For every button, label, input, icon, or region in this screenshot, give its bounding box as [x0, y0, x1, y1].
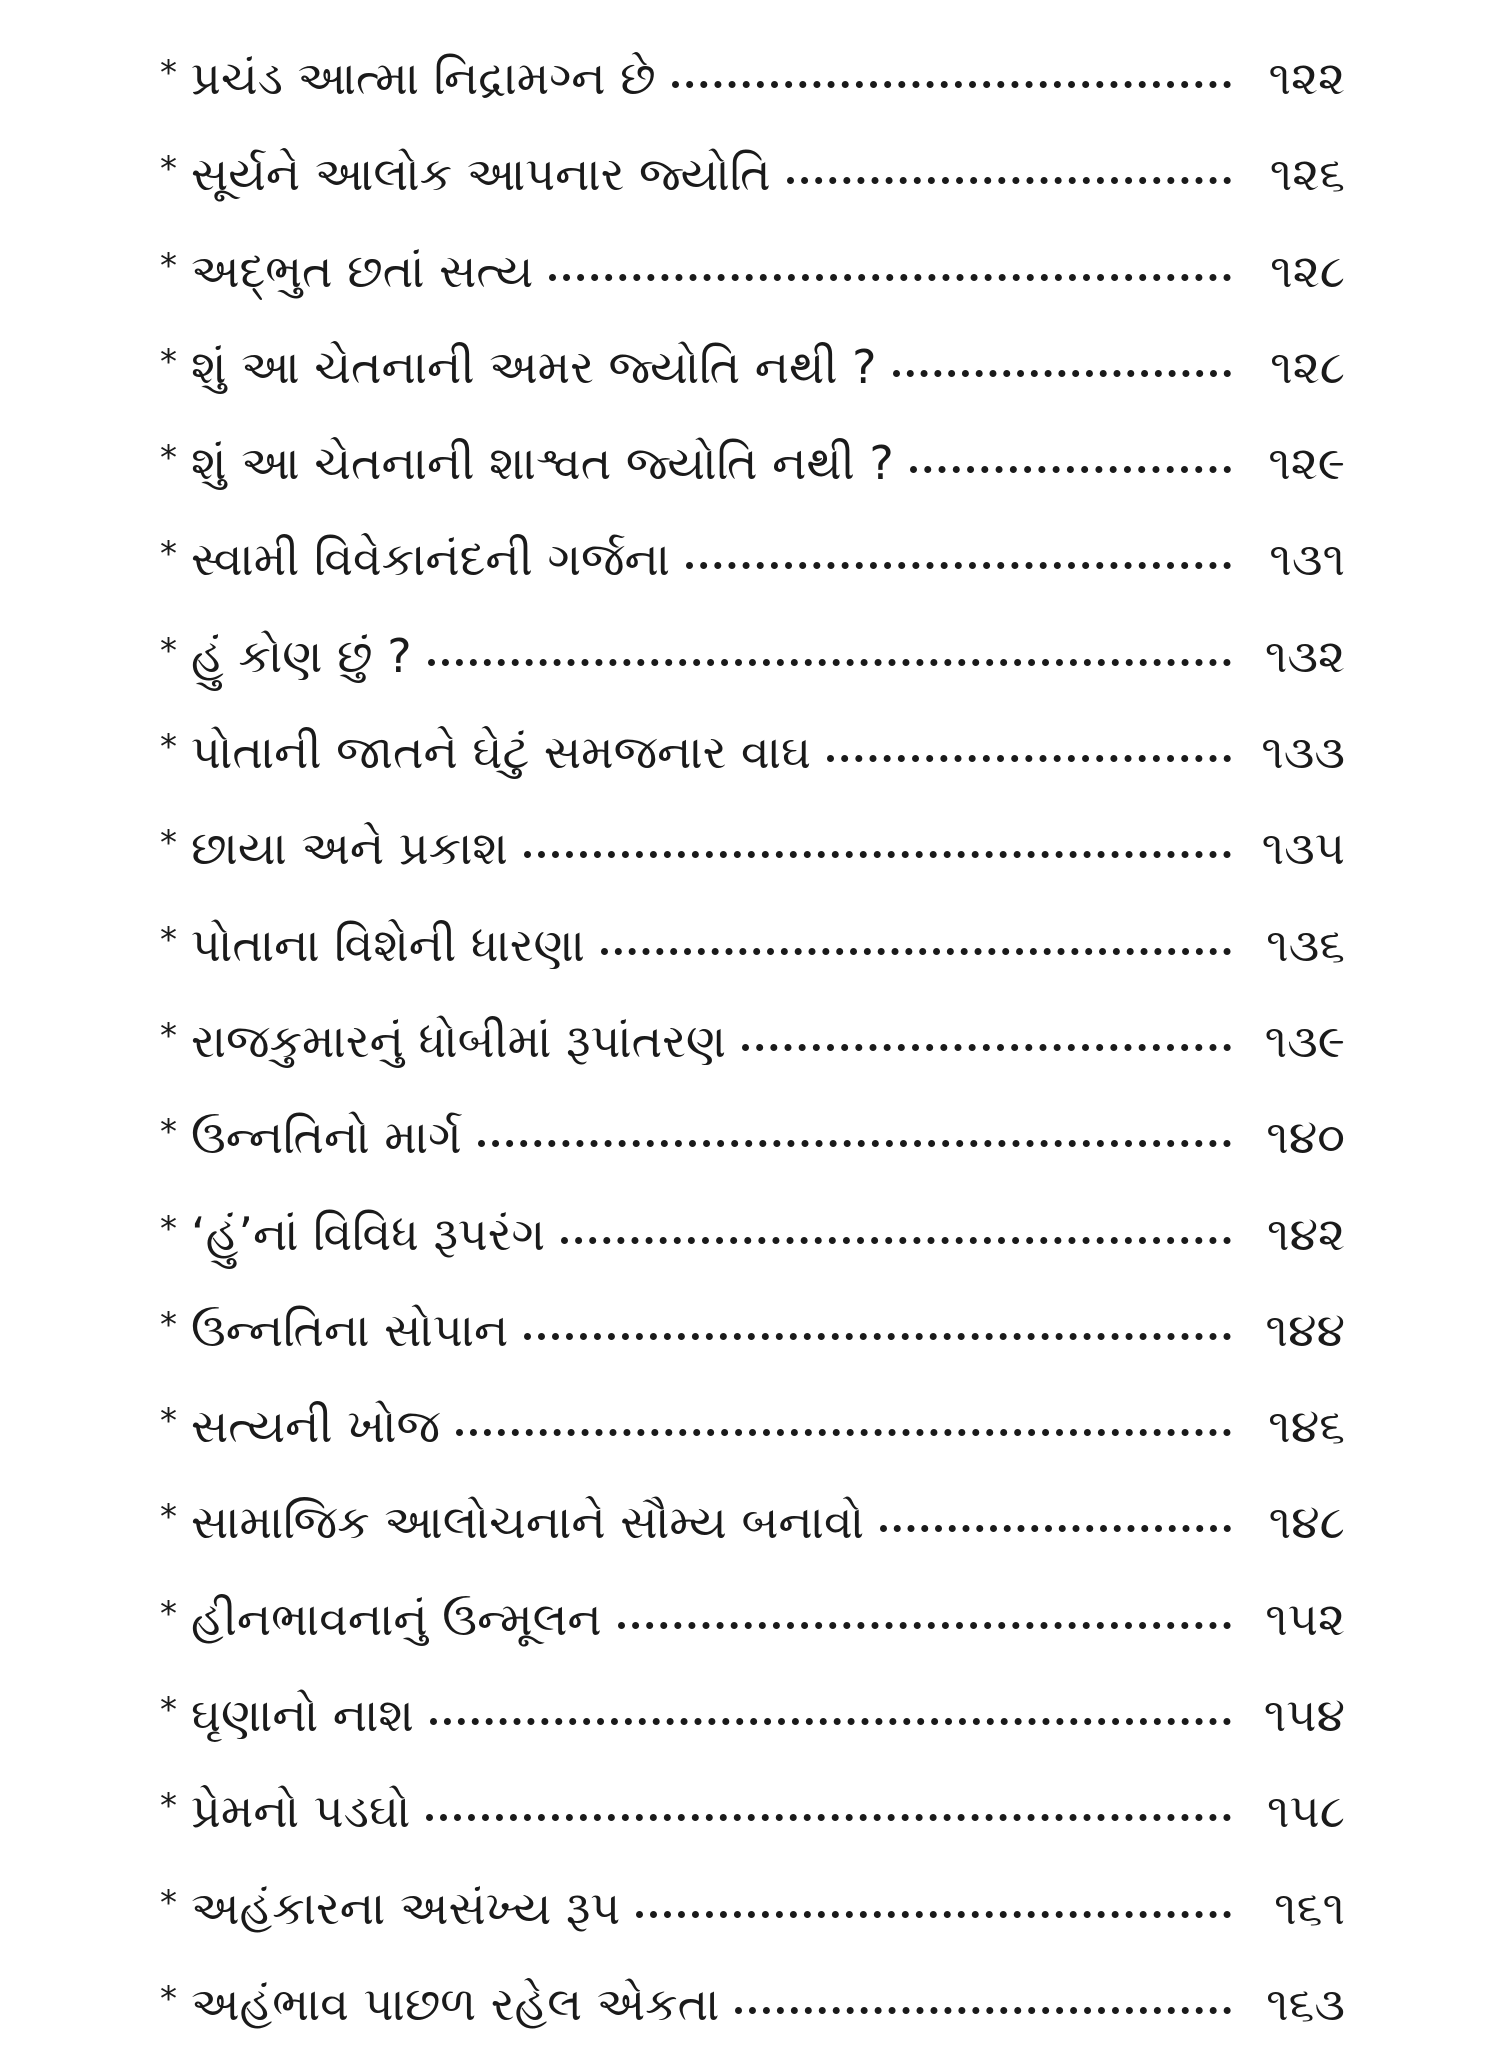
toc-entry	[160, 704, 1345, 800]
toc-entry	[160, 897, 1345, 993]
dot-leader	[672, 81, 1231, 88]
page-number: ૧૩૧	[1269, 532, 1345, 587]
entry-title: શું આ ચેતનાની અમર જ્યોતિ નથી ?	[191, 339, 877, 394]
entry-title: હું કોણ છું ?	[191, 628, 412, 683]
toc-entry	[160, 1763, 1345, 1859]
toc-entry	[160, 1474, 1345, 1570]
dot-leader	[880, 1525, 1231, 1532]
page-number: ૧૩૩	[1261, 725, 1345, 780]
page-number: ૧૨૮	[1270, 243, 1345, 298]
toc-entry	[160, 1956, 1345, 2052]
bullet-asterisk: *	[160, 919, 177, 960]
dot-leader	[636, 1911, 1231, 1918]
entry-title: અહંકારના અસંખ્ય રૂપ	[191, 1880, 621, 1935]
dot-leader	[430, 1718, 1231, 1725]
dot-leader	[742, 1044, 1231, 1051]
page-number: ૧૫૮	[1266, 1784, 1345, 1839]
toc-entry	[160, 1667, 1345, 1763]
entry-title: સૂર્યને આલોક આપનાર જ્યોતિ	[191, 147, 771, 202]
page-number: ૧૨૯	[1268, 436, 1345, 491]
page-number: ૧૩૫	[1261, 821, 1345, 876]
bullet-asterisk: *	[160, 1690, 177, 1731]
page-number: ૧૪૨	[1266, 1206, 1345, 1261]
dot-leader	[827, 755, 1231, 762]
entry-title: સ્વામી વિવેકાનંદની ગર્જના	[191, 532, 671, 587]
bullet-asterisk: *	[160, 149, 177, 190]
bullet-asterisk: *	[160, 1112, 177, 1153]
toc-entry	[160, 1186, 1345, 1282]
dot-leader	[893, 370, 1231, 377]
bullet-asterisk: *	[160, 1978, 177, 2019]
page-number: ૧૩૯	[1264, 1013, 1345, 1068]
toc-entry	[160, 800, 1345, 896]
bullet-asterisk: *	[160, 823, 177, 864]
toc-entry	[160, 511, 1345, 607]
bullet-asterisk: *	[160, 438, 177, 479]
entry-title: અદ્ભુત છતાં સત્ય	[191, 243, 534, 298]
toc-entry	[160, 126, 1345, 222]
dot-leader	[910, 466, 1231, 473]
bullet-asterisk: *	[160, 53, 177, 93]
entry-title: રાજકુમારનું ધોબીમાં રૂપાંતરણ	[191, 1013, 727, 1068]
page-number: ૧૫૨	[1265, 1591, 1345, 1646]
page-number: ૧૪૪	[1265, 1302, 1345, 1357]
page-number: ૧૨૮	[1270, 339, 1345, 394]
bullet-asterisk: *	[160, 1786, 177, 1827]
page-number: ૧૪૬	[1268, 1399, 1345, 1454]
toc-entry	[160, 319, 1345, 415]
toc-entry	[160, 1860, 1345, 1956]
page-number: ૧૪૦	[1266, 1110, 1345, 1165]
page-number: ૧૪૮	[1268, 1495, 1345, 1550]
entry-title: છાયા અને પ્રકાશ	[191, 821, 508, 876]
entry-title: ઉન્નતિના સોપાન	[191, 1302, 509, 1357]
toc-entry	[160, 1378, 1345, 1474]
entry-title: ઉન્નતિનો માર્ગ	[191, 1110, 462, 1165]
dot-leader	[735, 2007, 1231, 2014]
bullet-asterisk: *	[160, 1015, 177, 1056]
toc-entry	[160, 1571, 1345, 1667]
dot-leader	[478, 1140, 1231, 1147]
dot-leader	[618, 1622, 1231, 1629]
entry-title: શું આ ચેતનાની શાશ્વત જ્યોતિ નથી ?	[191, 436, 894, 491]
page-number: ૧૨૨	[1268, 51, 1345, 105]
toc-entry	[160, 30, 1345, 126]
toc-entry	[160, 223, 1345, 319]
bullet-asterisk: *	[160, 1304, 177, 1345]
dot-leader	[601, 948, 1231, 955]
dot-leader	[524, 1333, 1231, 1340]
entry-title: સત્યની ખોજ	[191, 1399, 441, 1454]
entry-title: પ્રચંડ આત્મા નિદ્રામગ્ન છે	[191, 51, 656, 105]
entry-title: પોતાની જાતને ઘેટું સમજનાર વાઘ	[191, 725, 812, 780]
dot-leader	[549, 274, 1231, 281]
bullet-asterisk: *	[160, 1882, 177, 1923]
entry-title: ‘હું’નાં વિવિધ રૂપરંગ	[191, 1206, 546, 1261]
page-number: ૧૩૨	[1264, 628, 1345, 683]
dot-leader	[524, 851, 1231, 858]
bullet-asterisk: *	[160, 341, 177, 382]
bullet-asterisk: *	[160, 1208, 177, 1249]
dot-leader	[426, 1814, 1231, 1821]
toc-entry	[160, 1282, 1345, 1378]
entry-title: સામાજિક આલોચનાને સૌમ્ય બનાવો	[191, 1495, 865, 1550]
toc-entry	[160, 608, 1345, 704]
entry-title: અહંભાવ પાછળ રહેલ એકતા	[191, 1976, 720, 2031]
toc-entry	[160, 1089, 1345, 1185]
page-number: ૧૬૧	[1274, 1880, 1345, 1935]
page-number: ૧૩૬	[1266, 917, 1345, 972]
table-of-contents	[160, 30, 1345, 2052]
bullet-asterisk: *	[160, 1401, 177, 1442]
entry-title: પ્રેમનો પડઘો	[191, 1784, 411, 1839]
entry-title: હીનભાવનાનું ઉન્મૂલન	[191, 1591, 602, 1646]
dot-leader	[787, 177, 1231, 184]
page-number: ૧૫૪	[1263, 1688, 1345, 1743]
toc-entry	[160, 993, 1345, 1089]
bullet-asterisk: *	[160, 534, 177, 575]
dot-leader	[428, 659, 1231, 666]
page-number: ૧૨૬	[1269, 147, 1345, 202]
dot-leader	[561, 1237, 1231, 1244]
bullet-asterisk: *	[160, 727, 177, 768]
bullet-asterisk: *	[160, 1593, 177, 1634]
bullet-asterisk: *	[160, 245, 177, 286]
page-number: ૧૬૩	[1266, 1976, 1345, 2031]
dot-leader	[456, 1429, 1231, 1436]
bullet-asterisk: *	[160, 630, 177, 671]
entry-title: પોતાના વિશેની ધારણા	[191, 917, 585, 972]
toc-entry	[160, 415, 1345, 511]
entry-title: ઘૃણાનો નાશ	[191, 1688, 414, 1743]
dot-leader	[686, 562, 1231, 569]
bullet-asterisk: *	[160, 1497, 177, 1538]
